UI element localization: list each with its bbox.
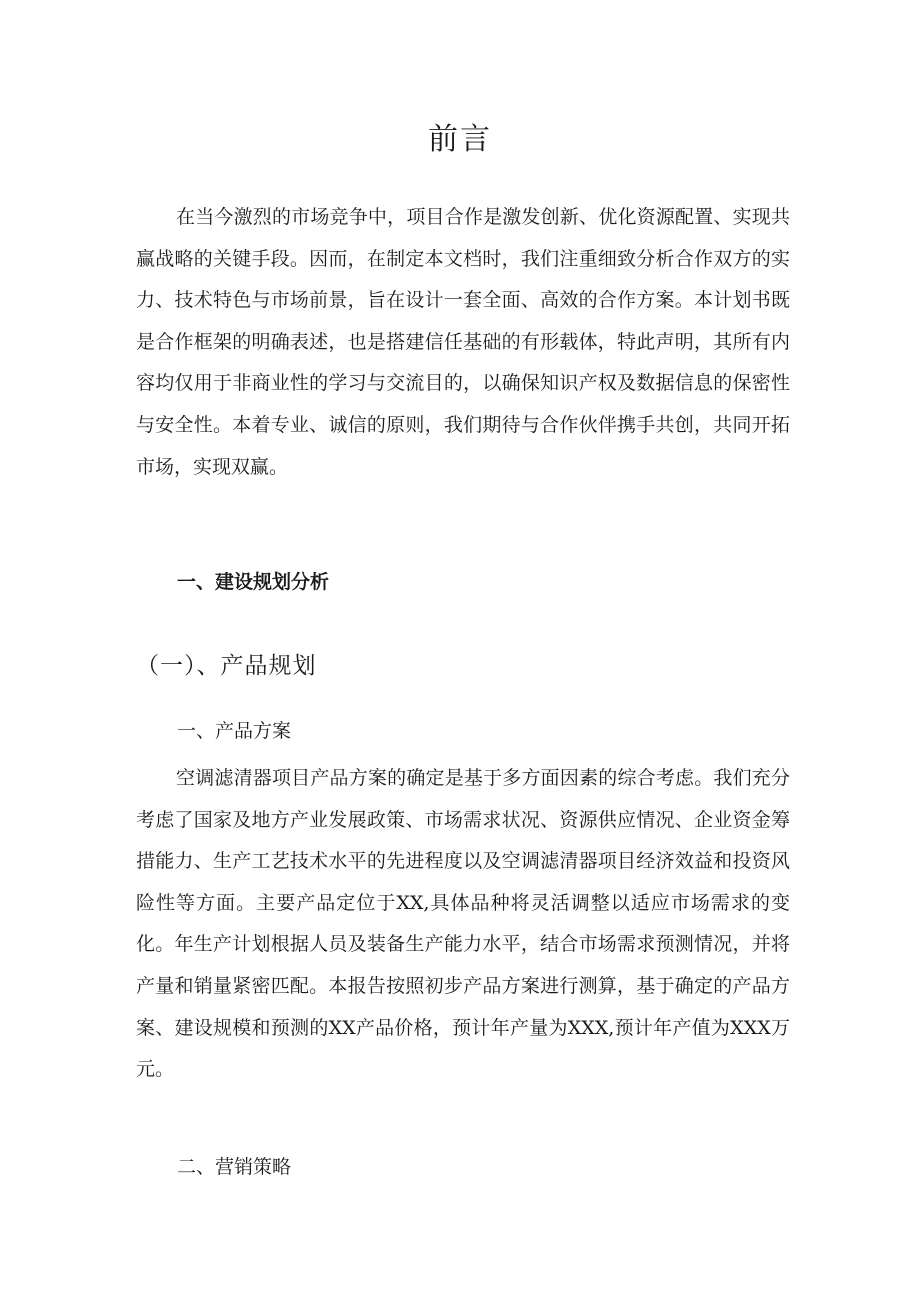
item-heading-product-plan: 一、产品方案: [177, 720, 292, 742]
preface-paragraph: 在当今激烈的市场竞争中，项目合作是激发创新、优化资源配置、实现共赢战略的关键手段。因而，在制定本文档时，我们注重细致分析合作双方的实力、技术特色与市场前景，旨在设计一套全面、高效的合作方案。本计划书既是合作框架的明确表述，也是搭建信任基础的有形载体，特此声明，其所有内容均仅用于非商业性的学习与交流目的，以确保知识产权及数据信息的保密性与安全性。本着专业、诚信的原则，我们期待与合作伙伴携手共创，共同开拓市场，实现双赢。: [136, 206, 790, 478]
page-title: 前言: [428, 122, 492, 157]
subsection-heading-product-planning: （一）、产品规划: [136, 653, 317, 679]
product-plan-paragraph: 空调滤清器项目产品方案的确定是基于多方面因素的综合考虑。我们充分考虑了国家及地方产业发展政策、市场需求状况、资源供应情况、企业资金筹措能力、生产工艺技术水平的先进程度以及空调滤清器项目经济效益和投资风险性等方面。主要产品定位于XX,具体品种将灵活调整以适应市场需求的变化。年生产计划根据人员及装备生产能力水平，结合市场需求预测情况，并将产量和销量紧密匹配。本报告按照初步产品方案进行测算，基于确定的产品方案、建设规模和预测的XX产品价格，预计年产量为XXX,预计年产值为XXX万元。: [136, 767, 790, 1081]
item-heading-marketing-strategy: 二、营销策略: [177, 1156, 292, 1178]
section-heading-construction-planning: 一、建设规划分析: [177, 571, 330, 593]
